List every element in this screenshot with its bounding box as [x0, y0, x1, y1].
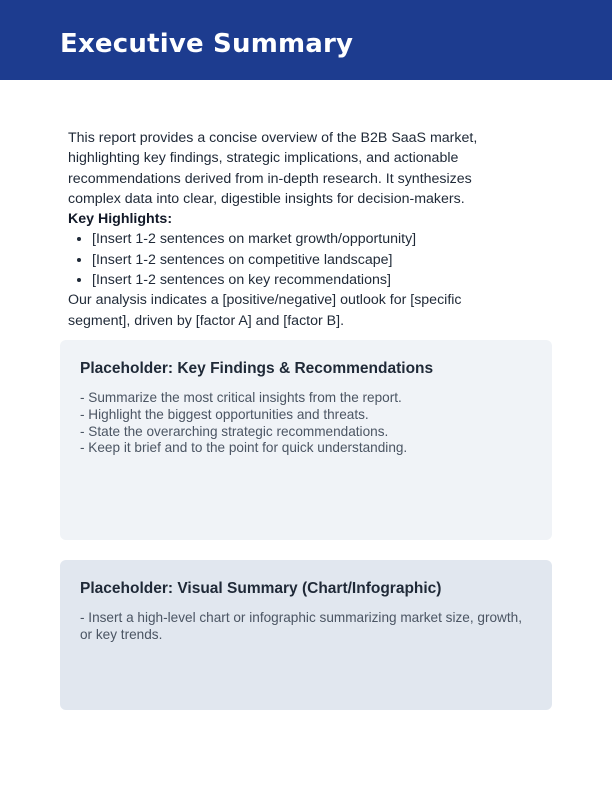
closing-paragraph: Our analysis indicates a [positive/negative] outlook for [specific segment], driven by [factor A] and [factor B].	[68, 292, 462, 329]
highlight-item-recommendations: • [Insert 1-2 sentences on key recommendations]	[92, 270, 508, 290]
intro-paragraph: This report provides a concise overview of the B2B SaaS market, highlighting key findings, strategic implications, and actionable recommendations derived from in-depth research. It synthesizes complex data into clear, digestible insights for decision-makers.	[68, 130, 478, 207]
visual-summary-title: Placeholder: Visual Summary (Chart/Infographic)	[80, 580, 442, 597]
highlight-item-competitive-landscape: • [Insert 1-2 sentences on competitive landscape]	[92, 250, 508, 270]
highlights-list	[68, 229, 508, 290]
highlight-item-market-growth: • [Insert 1-2 sentences on market growth/opportunity]	[92, 229, 508, 249]
page-title: Executive Summary	[60, 29, 354, 59]
key-findings-line: - State the overarching strategic recommendations.	[80, 423, 389, 439]
intro-section	[68, 128, 508, 331]
visual-summary-card	[60, 560, 552, 710]
key-findings-list	[80, 390, 532, 457]
visual-summary-list	[80, 610, 532, 644]
key-findings-line: - Summarize the most critical insights from the report.	[80, 390, 402, 405]
highlights-heading: Key Highlights:	[68, 211, 173, 228]
key-findings-line: - Highlight the biggest opportunities and threats.	[80, 406, 369, 422]
visual-summary-line: - Insert a high-level chart or infographic summarizing market size, growth, or key trends.	[80, 610, 522, 642]
key-findings-card	[60, 340, 552, 540]
page-header	[0, 0, 612, 80]
key-findings-title: Placeholder: Key Findings & Recommendations	[80, 360, 434, 377]
key-findings-line: - Keep it brief and to the point for quick understanding.	[80, 440, 408, 456]
